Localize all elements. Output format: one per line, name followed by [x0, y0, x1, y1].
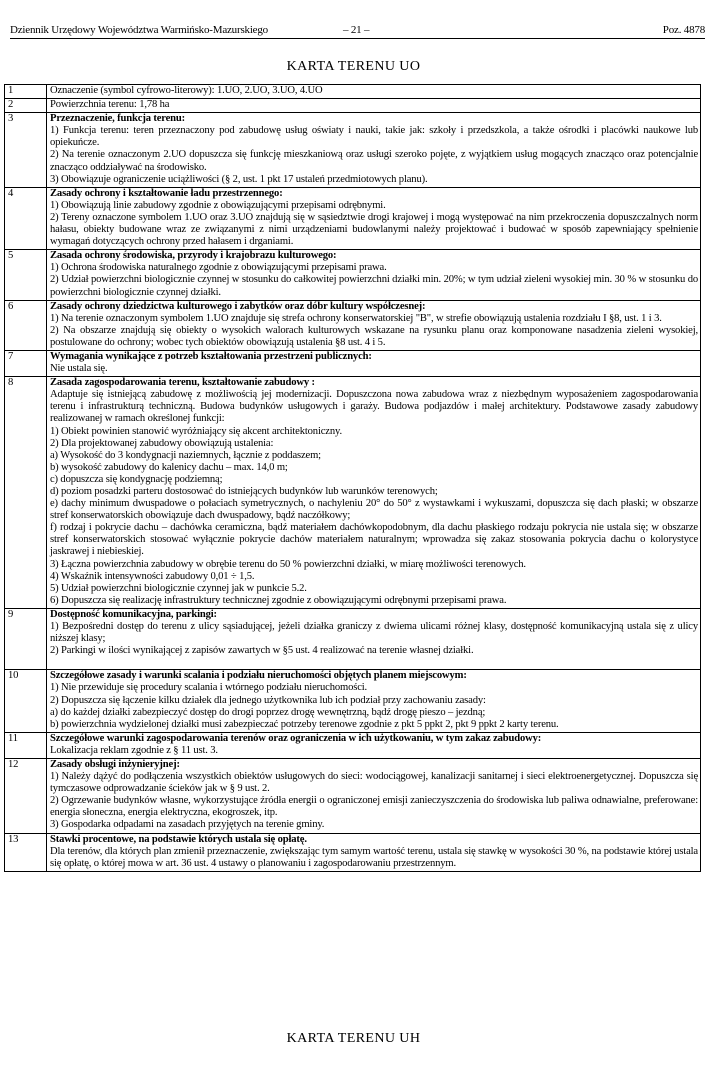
row-title: Zasada zagospodarowania terenu, kształtowanie zabudowy : — [50, 377, 315, 389]
row-line: 2) Udział powierzchni biologicznie czynnej w stosunku do całkowitej powierzchni działki min. 20%; w tym udział zieleni wysokiej min. 30 % w stosunku do powierzchni biologicznie czynnej działki. — [50, 274, 698, 298]
row-title: Zasady ochrony dziedzictwa kulturowego i zabytków oraz dóbr kultury współczesnej: — [50, 300, 426, 312]
row-content — [47, 187, 701, 249]
table-row — [5, 113, 701, 188]
row-line: b) powierzchnia wydzielonej działki musi zabezpieczać potrzeby terenowe zgodnie z pkt 5 ppkt 2, pkt 9 ppkt 2 karty terenu. — [50, 718, 559, 730]
header-rule — [10, 38, 705, 39]
row-line: 3) Obowiązuje ograniczenie uciążliwości (§ 2, ust. 1 pkt 17 ustaleń przedmiotowych planu). — [50, 173, 428, 185]
row-line: 1) Funkcja terenu: teren przeznaczony pod zabudowę usług oświaty i nauki, takie jak: szkoły i przedszkola, a także ośrodki i placówki naukowe lub opiekuńcze. — [50, 125, 698, 149]
row-line: 2) Dla projektowanej zabudowy obowiązują ustalenia: — [50, 437, 274, 449]
row-line: Dla terenów, dla których plan zmienił przeznaczenie, zwiększając tym samym wartość terenu, ustala się stawkę w wysokości 30 %, na podstawie której ustala się opłatę, o której mowa w art. 36 ust. 4 ustawy o planowaniu i zagospodarowaniu przestrzennym. — [50, 845, 698, 869]
row-line: 1) Należy dążyć do podłączenia wszystkich obiektów usługowych do sieci: wodociągowej, kanalizacji sanitarnej i sieci elektroenergetycznej. Dopuszcza się tymczasowe odprowadzanie ścieków jak w § 9 ust. 2. — [50, 771, 698, 795]
table-row — [5, 350, 701, 376]
row-title: Szczegółowe warunki zagospodarowania terenów oraz ograniczenia w ich użytkowaniu, w tym zakaz zabudowy: — [50, 732, 542, 744]
row-content — [47, 250, 701, 300]
row-line: Lokalizacja reklam zgodnie z § 11 ust. 3. — [50, 744, 218, 756]
row-line: 1) Nie przewiduje się procedury scalania i wtórnego podziału nieruchomości. — [50, 682, 368, 694]
row-line: a) Wysokość do 3 kondygnacji naziemnych, łącznie z poddaszem; — [50, 449, 321, 461]
row-number: 1 — [5, 85, 47, 99]
table-row — [5, 732, 701, 758]
row-number: 12 — [5, 758, 47, 833]
row-title: Stawki procentowe, na podstawie których ustala się opłatę. — [50, 833, 307, 845]
table-row — [5, 85, 701, 99]
row-line: 3) Łączna powierzchnia zabudowy w obrębie terenu do 50 % powierzchni działki, w miarę możliwości terenowych. — [50, 558, 526, 570]
row-content — [47, 608, 701, 669]
row-content — [47, 670, 701, 732]
row-content — [47, 758, 701, 833]
row-spacer — [50, 657, 698, 668]
row-number: 8 — [5, 377, 47, 609]
journal-title: Dziennik Urzędowy Województwa Warmińsko-Mazurskiego — [10, 24, 268, 36]
row-content — [47, 732, 701, 758]
row-title: Zasady obsługi inżynieryjnej: — [50, 758, 180, 770]
row-line: b) wysokość zabudowy do kalenicy dachu – max. 14,0 m; — [50, 461, 288, 473]
row-line: 2) Dopuszcza się łączenie kilku działek dla jednego użytkownika lub ich podział przy zachowaniu zasady: — [50, 694, 486, 706]
row-line: 4) Wskaźnik intensywności zabudowy 0,01 ÷ 1,5. — [50, 570, 255, 582]
row-number: 7 — [5, 350, 47, 376]
position-number: Poz. 4878 — [662, 24, 705, 36]
row-title: Szczegółowe zasady i warunki scalania i podziału nieruchomości objętych planem miejscowym: — [50, 670, 467, 682]
row-line: 3) Gospodarka odpadami na zasadach przyjętych na terenie gminy. — [50, 819, 325, 831]
row-line: a) do każdej działki zabezpieczyć dostęp do drogi poprzez drogę wewnętrzną, bądź drogę pieszo – jezdną; — [50, 706, 486, 718]
row-line: 5) Udział powierzchni biologicznie czynnej jak w punkcie 5.2. — [50, 582, 307, 594]
page-number: – 21 – — [343, 24, 370, 36]
row-content — [47, 99, 701, 113]
row-title: Zasada ochrony środowiska, przyrody i krajobrazu kulturowego: — [50, 250, 337, 262]
row-line: e) dachy minimum dwuspadowe o połaciach symetrycznych, o nachyleniu 20° do 50° z wystawkami i wykuszami, dopuszcza się dach płaski; w obszarze stref konserwatorskich obowiązuje dach dwuspadowy, bądź naczółkowy; — [50, 498, 698, 522]
row-title: Wymagania wynikające z potrzeb kształtowania przestrzeni publicznych: — [50, 350, 372, 362]
card-title-uh: KARTA TERENU UH — [286, 1031, 421, 1046]
row-line: 2) Parkingi w ilości wynikającej z zapisów zawartych w §5 ust. 4 realizować na terenie własnej działki. — [50, 645, 474, 657]
row-line: 2) Na terenie oznaczonym 2.UO dopuszcza się funkcję mieszkaniową oraz usługi szeroko pojęte, z wyjątkiem usług mogących znacząco oraz potencjalnie znacząco oddziaływać na środowisko. — [50, 149, 698, 173]
row-number: 4 — [5, 187, 47, 249]
table-row — [5, 758, 701, 833]
table-row — [5, 670, 701, 732]
row-content — [47, 377, 701, 609]
table-row — [5, 377, 701, 609]
row-line: Nie ustala się. — [50, 363, 108, 375]
terrain-card-table — [4, 84, 701, 872]
row-line: 1) Obowiązują linie zabudowy zgodnie z obowiązującymi przepisami odrębnymi. — [50, 199, 386, 211]
row-line: Adaptuje się istniejącą zabudowę z możliwością jej modernizacji. Dopuszczona nowa zabudowa wraz z niezbędnym wyposażeniem zagospodarowania terenu i infrastrukturą techniczną. Budowa budynków usługowych i garaży. Budowa podjazdów i małej architektury. Podstawowe zasady zabudowy realizowanej w ramach określonej funkcji: — [50, 389, 698, 425]
row-content — [47, 300, 701, 350]
row-number: 6 — [5, 300, 47, 350]
row-line: 1) Obiekt powinien stanowić wyróżniający się akcent architektoniczny. — [50, 425, 342, 437]
card-title-uo: KARTA TERENU UO — [286, 59, 421, 74]
table-row — [5, 99, 701, 113]
row-content — [47, 833, 701, 871]
row-title: Zasady ochrony i kształtowanie ładu przestrzennego: — [50, 187, 283, 199]
row-line: 1) Ochrona środowiska naturalnego zgodnie z obowiązującymi przepisami prawa. — [50, 262, 387, 274]
row-number: 11 — [5, 732, 47, 758]
row-title: Dostępność komunikacyjna, parkingi: — [50, 608, 217, 620]
row-line: f) rodzaj i pokrycie dachu – dachówka ceramiczna, bądź materiałem dachówkopodobnym, dla dachu płaskiego rodzaju pokrycia nie ustala się; w obszarze stref konserwatorskich stosować wyłącznie pokrycie dachów materiałem naturalnym; wprowadza się zakaz stosowania pokrycia dachu o kolorystyce jaskrawej i niebieskiej. — [50, 522, 698, 558]
row-line: 2) Tereny oznaczone symbolem 1.UO oraz 3.UO znajdują się w sąsiedztwie drogi krajowej i mogą występować na nim przekroczenia dopuszczalnych norm hałasu, obiekty budowane wraz ze związanymi z nimi urządzeniami budowlanymi należy projektować i budować w sposób zapewniający spełnienie wymagań dotyczących ochrony przed hałasem i drganiami. — [50, 211, 698, 248]
row-line: 1) Bezpośredni dostęp do terenu z ulicy sąsiadującej, jeżeli działka graniczy z dwiema ulicami różnej klasy, dostępność komunikacyjną ustala się z ulicy niższej klasy; — [50, 621, 698, 645]
row-number: 3 — [5, 113, 47, 188]
row-line: 6) Dopuszcza się realizację infrastruktury technicznej zgodnie z obowiązującymi odrębnymi przepisami prawa. — [50, 594, 507, 606]
row-line: 1) Na terenie oznaczonym symbolem 1.UO znajduje się strefa ochrony konserwatorskiej "B", w strefie obowiązują ustalenia rozdziału I §8, ust. 1 i 3. — [50, 312, 662, 324]
row-content — [47, 85, 701, 99]
row-line: 2) Ogrzewanie budynków własne, wykorzystujące źródła energii o ograniczonej emisji zanieczyszczenia do środowiska lub paliwa odnawialne, preferowane: energia słoneczna, energia elektryczna, ekogroszek, itp. — [50, 795, 698, 819]
row-number: 10 — [5, 670, 47, 732]
table-row — [5, 833, 701, 871]
row-content — [47, 113, 701, 188]
row-number: 5 — [5, 250, 47, 300]
row-number: 13 — [5, 833, 47, 871]
row-line: d) poziom posadzki parteru dostosować do istniejących budynków lub warunków terenowych; — [50, 486, 438, 497]
table-row — [5, 187, 701, 249]
table-row — [5, 250, 701, 300]
row-line: Powierzchnia terenu: 1,78 ha — [50, 99, 170, 111]
row-title: Przeznaczenie, funkcja terenu: — [50, 113, 186, 125]
row-line: Oznaczenie (symbol cyfrowo-literowy): 1.UO, 2.UO, 3.UO, 4.UO — [50, 85, 323, 96]
row-line: c) dopuszcza się kondygnację podziemną; — [50, 473, 223, 485]
row-number: 2 — [5, 99, 47, 113]
row-line: 2) Na obszarze znajdują się obiekty o wysokich walorach kulturowych wskazane na rysunku planu oraz komponowane nasadzenia zieleni wysokiej, postulowane do ochrony; wobec tych obiektów obowiązują ustalenia §8 ust. 4 i 5. — [50, 324, 698, 348]
row-content — [47, 350, 701, 376]
table-row — [5, 300, 701, 350]
row-number: 9 — [5, 608, 47, 669]
table-row — [5, 608, 701, 669]
